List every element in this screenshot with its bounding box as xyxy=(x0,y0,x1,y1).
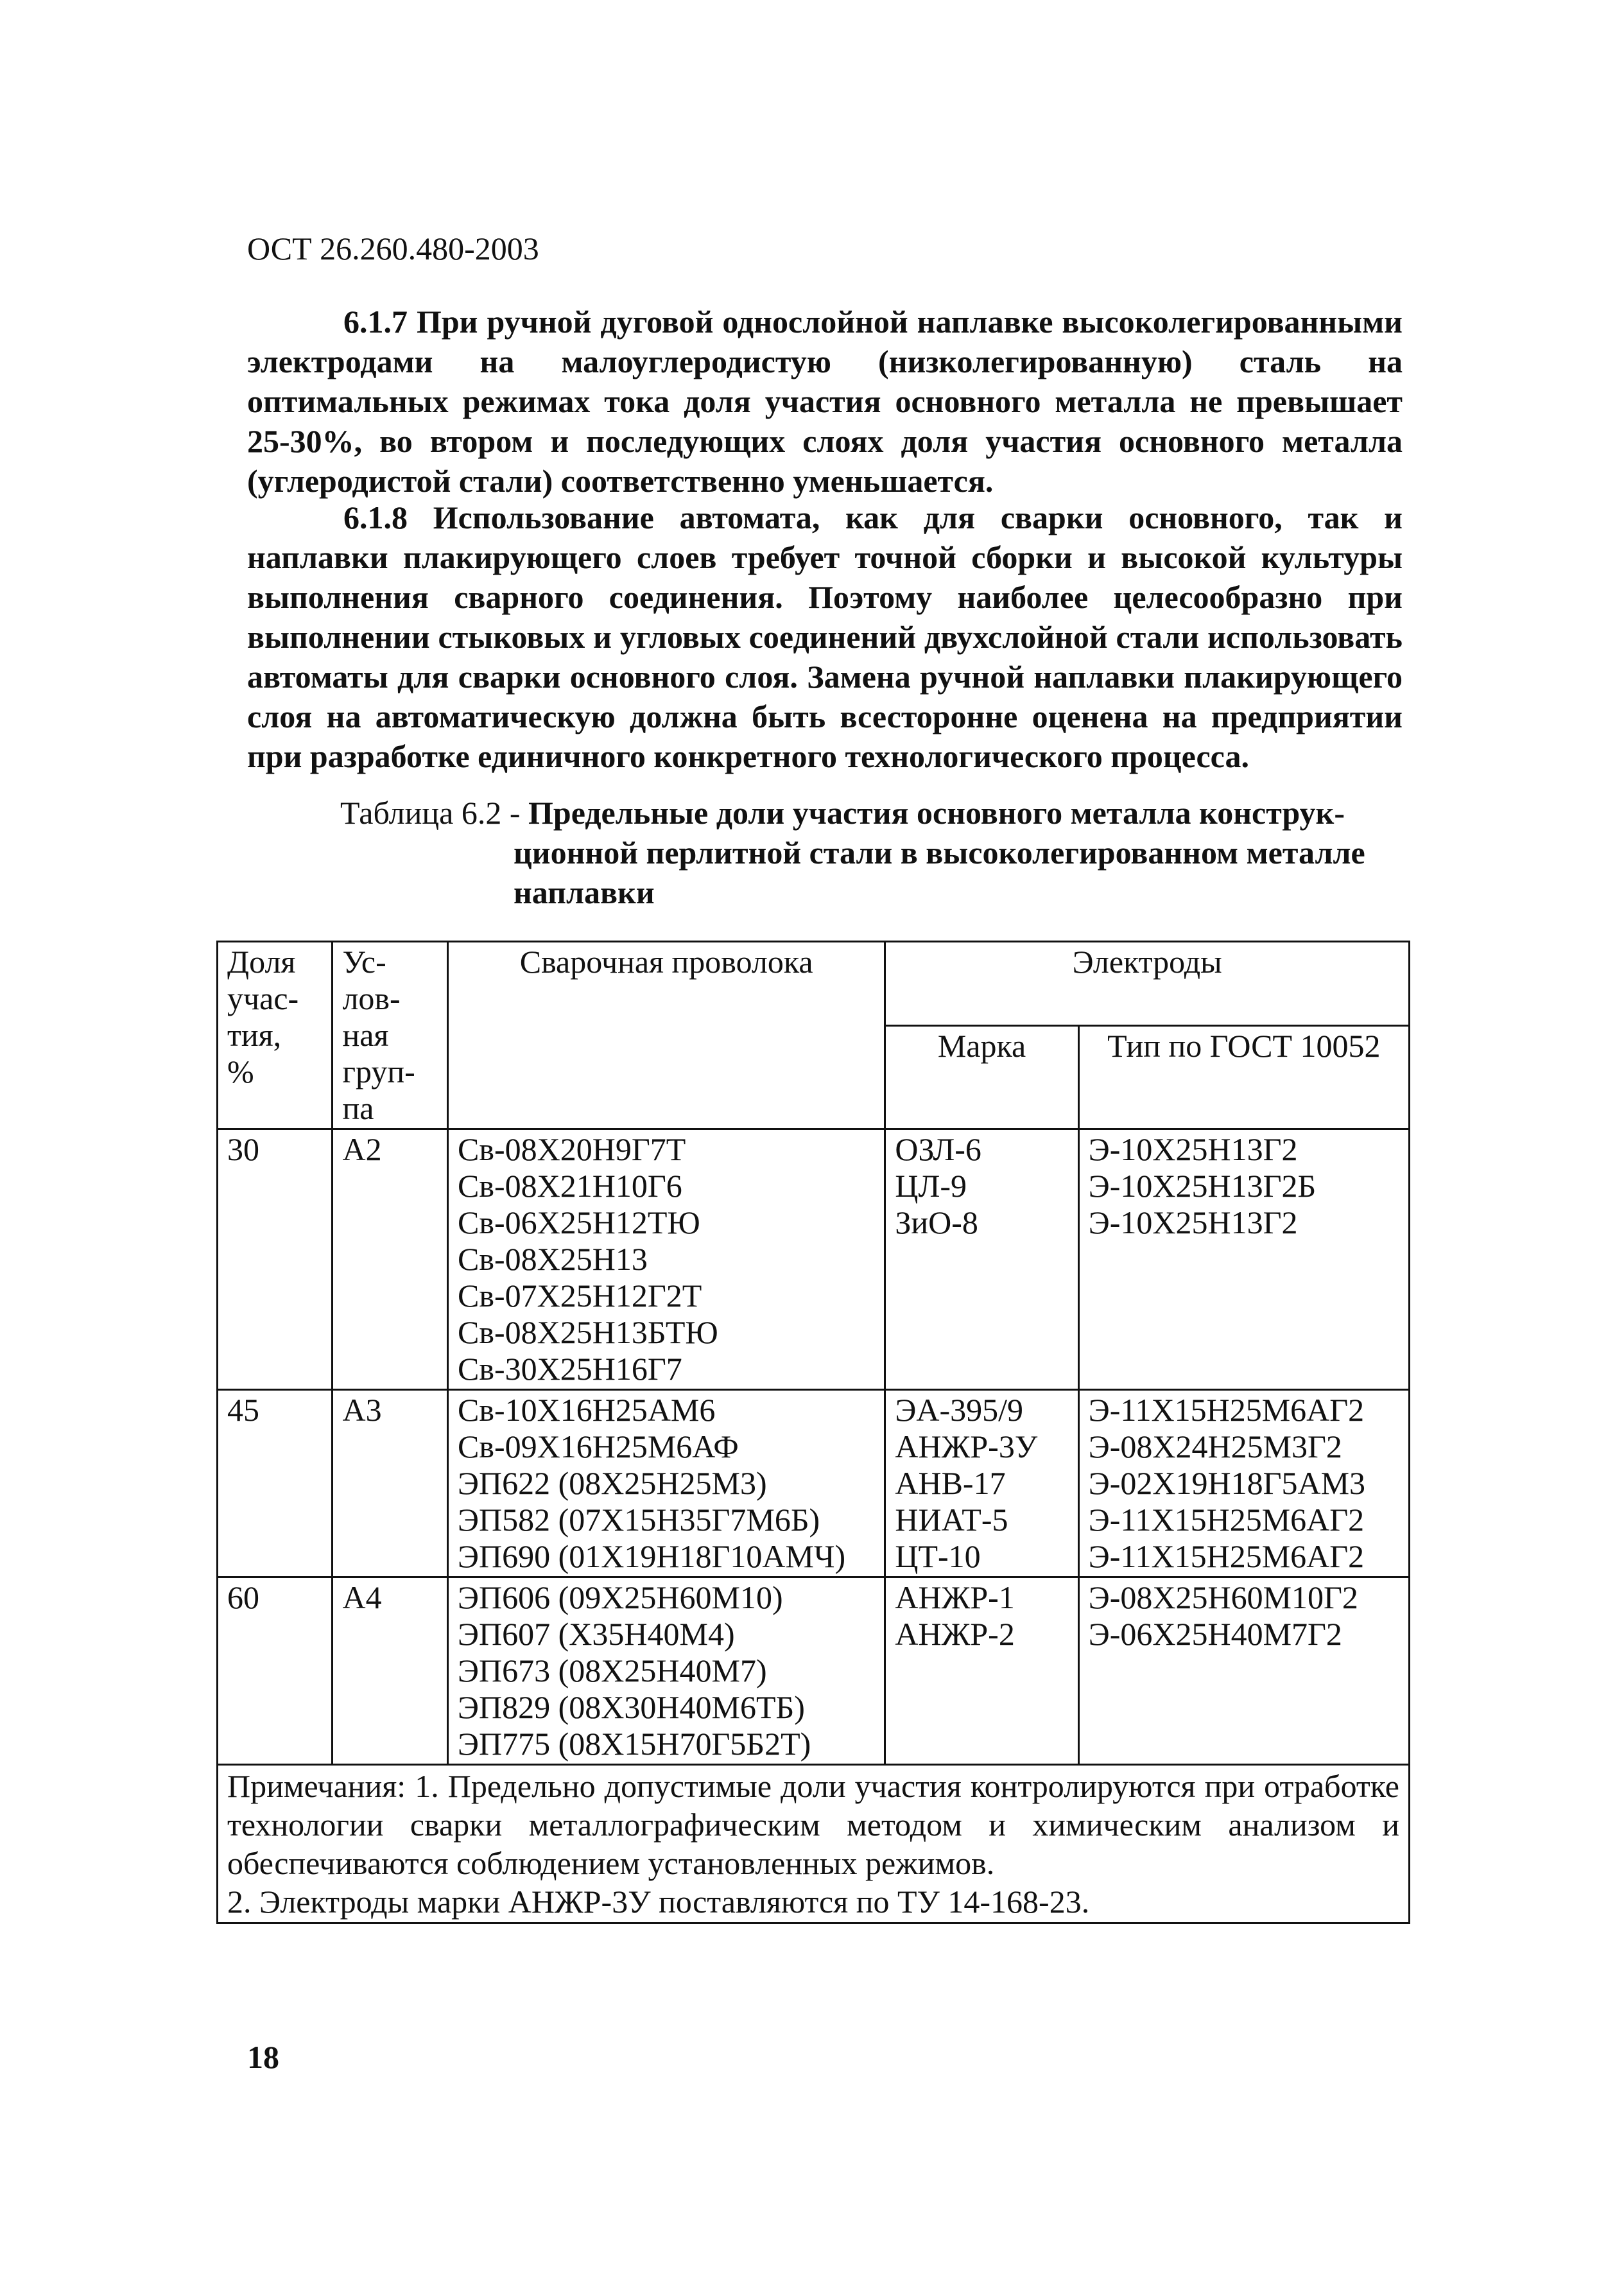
type-cell xyxy=(1078,1129,1409,1390)
brand-item: АНЖР-1 xyxy=(895,1579,1015,1615)
header-group-line: груп- xyxy=(342,1054,415,1089)
group-cell: А4 xyxy=(333,1577,448,1765)
wire-item: ЭП775 (08Х15Н70Г5Б2Т) xyxy=(458,1726,811,1762)
table-caption-line: Предельные доли участия основного металла конструк- xyxy=(528,795,1345,831)
share-cell: 60 xyxy=(218,1577,333,1765)
header-share-line: тия, xyxy=(227,1017,282,1053)
wire-item: ЭП622 (08Х25Н25М3) xyxy=(458,1465,767,1501)
paragraph-text: 6.1.8 Использование автомата, как для сварки основного, так и наплавки плакирующего слоев требует точной сборки и высокой культуры выполнения сварного соединения. Поэтому наиболее целесообразно при выполнении стыковых и угловых соединений двухслойной стали использовать автоматы для сварки основного слоя. Замена ручной наплавки плакирующего слоя на автоматическую должна быть всесторонне оценена на предприятии при разработке единичного конкретного технологического процесса. xyxy=(247,499,1403,774)
wire-item: ЭП829 (08Х30Н40М6ТБ) xyxy=(458,1689,805,1725)
header-electrodes: Электроды xyxy=(885,942,1410,1026)
type-item: Э-02Х19Н18Г5АМ3 xyxy=(1088,1465,1366,1501)
brand-item: ОЗЛ-6 xyxy=(895,1131,981,1167)
type-cell xyxy=(1078,1577,1409,1765)
type-item: Э-10Х25Н13Г2 xyxy=(1088,1204,1298,1240)
header-group-line: лов- xyxy=(342,980,401,1016)
wire-item: Св-10Х16Н25АМ6 xyxy=(458,1392,716,1428)
header-share-line: учас- xyxy=(227,980,299,1016)
type-cell xyxy=(1078,1390,1409,1577)
brand-item: АНЖР-3У xyxy=(895,1428,1038,1464)
wire-item: Св-08Х25Н13БТЮ xyxy=(458,1314,718,1350)
table-caption-label: Таблица 6.2 - xyxy=(340,795,528,831)
note-1: Примечания: 1. Предельно допустимые доли участия контролируются при отработке технологии сварки металлографическим методом и химическим анализом и обеспечиваются соблюдением установленных режимов. xyxy=(227,1768,1399,1881)
type-item: Э-10Х25Н13Г2 xyxy=(1088,1131,1298,1167)
type-item: Э-08Х25Н60М10Г2 xyxy=(1088,1579,1358,1615)
type-item: Э-11Х15Н25М6АГ2 xyxy=(1088,1392,1365,1428)
wire-item: Св-06Х25Н12ТЮ xyxy=(458,1204,700,1240)
brand-item: АНВ-17 xyxy=(895,1465,1006,1501)
share-cell: 30 xyxy=(218,1129,333,1390)
brand-item: ЦТ-10 xyxy=(895,1538,981,1574)
group-cell: А3 xyxy=(333,1390,448,1577)
wire-cell xyxy=(448,1390,885,1577)
wire-item: ЭП673 (08Х25Н40М7) xyxy=(458,1653,767,1688)
wire-item: Св-07Х25Н12Г2Т xyxy=(458,1278,702,1314)
brand-item: АНЖР-2 xyxy=(895,1616,1015,1652)
table-caption xyxy=(340,793,1399,912)
paragraph-text: 6.1.7 При ручной дуговой однослойной наплавке высоколегированными электродами на малоуглеродистую (низколегированную) сталь на оптимальных режимах тока доля участия основного металла не превышает 25-30%, во втором и последующих слоях доля участия основного металла (углеродистой стали) соответственно уменьшается. xyxy=(247,304,1403,499)
table-row xyxy=(218,1390,1410,1577)
wire-item: Св-30Х25Н16Г7 xyxy=(458,1351,682,1387)
brand-cell xyxy=(885,1129,1078,1390)
brand-item: НИАТ-5 xyxy=(895,1502,1008,1538)
wire-item: Св-08Х21Н10Г6 xyxy=(458,1168,682,1204)
header-share-line: Доля xyxy=(227,944,296,980)
group-cell: А2 xyxy=(333,1129,448,1390)
header-group-line: ная xyxy=(342,1017,389,1053)
table-row xyxy=(218,1577,1410,1765)
page-number: 18 xyxy=(247,2039,279,2075)
wire-item: ЭП606 (09Х25Н60М10) xyxy=(458,1579,783,1615)
table-notes xyxy=(218,1765,1410,1923)
brand-cell xyxy=(885,1577,1078,1765)
header-group-line: па xyxy=(342,1090,374,1126)
brand-item: ЦЛ-9 xyxy=(895,1168,967,1204)
wire-item: Св-08Х25Н13 xyxy=(458,1241,648,1277)
document-code: ОСТ 26.260.480-2003 xyxy=(247,230,539,266)
brand-item: ЗиО-8 xyxy=(895,1204,978,1240)
wire-item: ЭП690 (01Х19Н18Г10АМЧ) xyxy=(458,1538,846,1574)
type-item: Э-08Х24Н25М3Г2 xyxy=(1088,1428,1342,1464)
share-cell: 45 xyxy=(218,1390,333,1577)
header-share xyxy=(218,942,333,1129)
limit-shares-table xyxy=(216,941,1410,1924)
table-caption-line: ционной перлитной стали в высоколегированном металле xyxy=(514,835,1365,871)
wire-item: ЭП582 (07Х15Н35Г7М6Б) xyxy=(458,1502,820,1538)
type-item: Э-10Х25Н13Г2Б xyxy=(1088,1168,1317,1204)
table-caption-line: наплавки xyxy=(514,874,655,910)
type-item: Э-11Х15Н25М6АГ2 xyxy=(1088,1502,1365,1538)
table-notes-row xyxy=(218,1765,1410,1923)
header-group xyxy=(333,942,448,1129)
header-type: Тип по ГОСТ 10052 xyxy=(1078,1025,1409,1129)
wire-cell xyxy=(448,1129,885,1390)
table-row xyxy=(218,1129,1410,1390)
wire-item: Св-09Х16Н25М6АФ xyxy=(458,1428,739,1464)
header-brand: Марка xyxy=(885,1025,1078,1129)
brand-item: ЭА-395/9 xyxy=(895,1392,1024,1428)
note-2: 2. Электроды марки АНЖР-3У поставляются по ТУ 14-168-23. xyxy=(227,1884,1090,1920)
paragraph-6-1-7 xyxy=(247,302,1403,501)
wire-item: ЭП607 (Х35Н40М4) xyxy=(458,1616,735,1652)
header-group-line: Ус- xyxy=(342,944,386,980)
header-wire: Сварочная проволока xyxy=(448,942,885,1129)
wire-cell xyxy=(448,1577,885,1765)
paragraph-6-1-8 xyxy=(247,498,1403,776)
header-share-line: % xyxy=(227,1054,254,1089)
wire-item: Св-08Х20Н9Г7Т xyxy=(458,1131,686,1167)
brand-cell xyxy=(885,1390,1078,1577)
type-item: Э-06Х25Н40М7Г2 xyxy=(1088,1616,1342,1652)
type-item: Э-11Х15Н25М6АГ2 xyxy=(1088,1538,1365,1574)
table-header-row xyxy=(218,942,1410,1026)
